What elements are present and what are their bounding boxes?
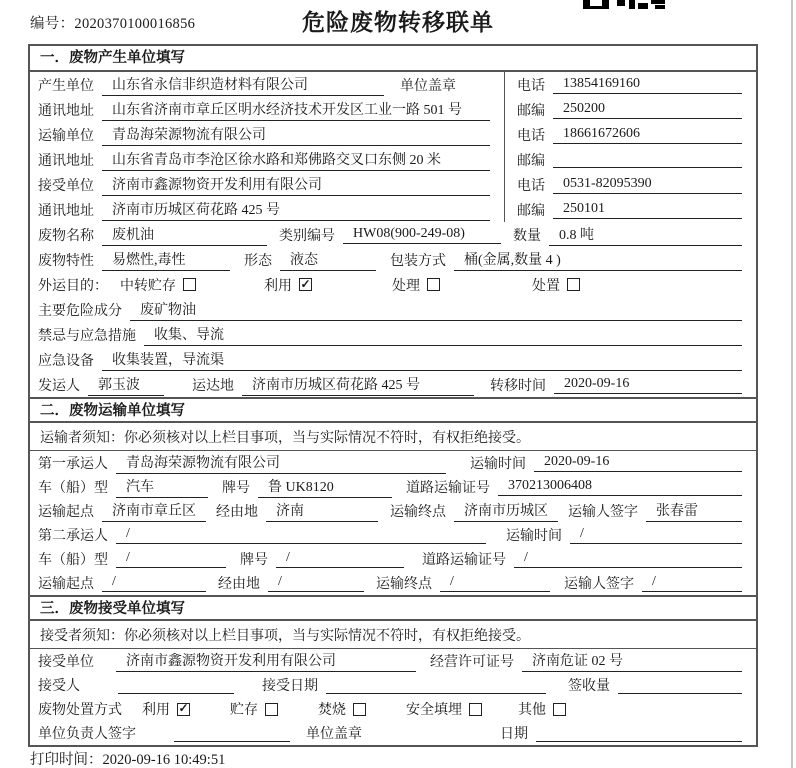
- form-value: 液态: [280, 249, 376, 271]
- route2-end-label: 运输终点: [376, 577, 432, 592]
- receiver-value: 济南市鑫源物资开发利用有限公司: [102, 174, 490, 196]
- disposal-label: 废物处置方式: [38, 703, 122, 718]
- producer-value: 山东省永信非织造材料有限公司: [102, 74, 384, 96]
- producer-label: 产生单位: [38, 78, 94, 94]
- route2-via-value: /: [268, 574, 364, 592]
- checkbox-label: 处理: [392, 278, 420, 294]
- carrier1-value: 青岛海荣源物流有限公司: [116, 452, 446, 474]
- row-equipment: [30, 347, 756, 372]
- receiver-label: 接受单位: [38, 178, 94, 194]
- checkbox[interactable]: [353, 703, 366, 716]
- waste-name-value: 废机油: [102, 224, 267, 246]
- plate1-value: 鲁 UK8120: [258, 476, 392, 498]
- row-carrier1: [30, 451, 756, 475]
- window-edge-line: [791, 0, 793, 768]
- route1-end-value: 济南市历城区: [454, 500, 558, 522]
- row-receiver-unit: [30, 172, 756, 197]
- waste-name-label: 废物名称: [38, 228, 94, 244]
- receiver-addr-value: 济南市历城区荷花路 425 号: [102, 199, 490, 221]
- transporter-notice: 运输者须知：你必须核对以上栏目事项，当与实际情况不符时，有权拒绝接受。: [30, 423, 756, 451]
- receiver-zip-label: 邮编: [517, 203, 545, 219]
- checkbox[interactable]: [427, 278, 440, 291]
- accept-date-value: [326, 677, 546, 694]
- row-transporter-address: [30, 147, 756, 172]
- accept-date-label: 接受日期: [262, 679, 318, 694]
- amount-value: [618, 677, 742, 694]
- hazard-label: 主要危险成分: [38, 303, 122, 319]
- plate1-label: 牌号: [222, 481, 250, 496]
- print-time-label: 打印时间：: [30, 752, 103, 768]
- checkbox-label: 处置: [532, 278, 560, 294]
- purpose-option-transfer: [120, 275, 196, 295]
- print-time-value: 2020-09-16 10:49:51: [102, 752, 226, 768]
- row-responsible-sign: [30, 721, 756, 745]
- row-waste-name: [30, 222, 756, 247]
- destination-label: 运达地: [192, 378, 234, 394]
- carrier2-label: 第二承运人: [38, 529, 108, 544]
- vehicle1-value: 汽车: [116, 476, 208, 498]
- carrier1-time-label: 运输时间: [470, 457, 526, 472]
- disposal-option-landfill: [406, 699, 482, 719]
- page-title: 危险废物转移联单: [302, 10, 494, 35]
- dispatcher-value: 郭玉波: [88, 374, 164, 396]
- route1-sign-label: 运输人签字: [568, 505, 638, 520]
- plate2-label: 牌号: [240, 553, 268, 568]
- receiver-addr-label: 通讯地址: [38, 203, 94, 219]
- receiver-phone-value: 0531-82095390: [553, 176, 742, 194]
- row-waste-traits: [30, 247, 756, 272]
- transfer-time-label: 转移时间: [490, 378, 546, 394]
- row-accept-unit: [30, 649, 756, 673]
- checkbox[interactable]: [183, 278, 196, 291]
- equipment-value: 收集装置，导流渠: [102, 349, 742, 371]
- emergency-label: 禁忌与应急措施: [38, 328, 136, 344]
- carrier2-time-label: 运输时间: [506, 529, 562, 544]
- producer-addr-value: 山东省济南市章丘区明水经济技术开发区工业一路 501 号: [102, 99, 490, 121]
- row-emergency: [30, 322, 756, 347]
- producer-seal-label: 单位盖章: [400, 78, 456, 94]
- acceptor-label: 接受人: [38, 679, 80, 694]
- row-dispatch: [30, 372, 756, 397]
- route2-end-value: /: [440, 574, 550, 592]
- purpose-option-dispose: [532, 275, 580, 295]
- serial-label: 编号：: [30, 16, 75, 32]
- checkbox-label: 其他: [518, 703, 546, 718]
- checkbox-label: 焚烧: [318, 703, 346, 718]
- plate2-value: /: [276, 550, 404, 568]
- transporter-zip-value: [553, 151, 742, 168]
- route1-via-value: 济南: [266, 500, 378, 522]
- checkbox-label: 中转贮存: [120, 278, 176, 294]
- checkbox[interactable]: [469, 703, 482, 716]
- receiver-zip-value: 250101: [553, 201, 742, 219]
- row-route2: [30, 571, 756, 595]
- row-transporter-unit: [30, 122, 756, 147]
- permit1-value: 370213006408: [498, 478, 742, 496]
- row-acceptor: [30, 673, 756, 697]
- traits-value: 易燃性,毒性: [102, 249, 230, 271]
- pack-label: 包装方式: [390, 253, 446, 269]
- route1-start-value: 济南市章丘区: [102, 500, 206, 522]
- checkbox-label: 安全填埋: [406, 703, 462, 718]
- route2-sign-value: /: [642, 574, 742, 592]
- disposal-option-incinerate: [318, 699, 366, 719]
- waste-code-value: HW08(900-249-08): [343, 226, 501, 244]
- responsible-sign-label: 单位负责人签字: [38, 727, 136, 742]
- row-vehicle2: [30, 547, 756, 571]
- producer-phone-label: 电话: [517, 78, 545, 94]
- purpose-option-treat: [392, 275, 440, 295]
- waste-code-label: 类别编号: [279, 228, 335, 244]
- checkbox[interactable]: [177, 703, 190, 716]
- transporter-addr-label: 通讯地址: [38, 153, 94, 169]
- carrier1-label: 第一承运人: [38, 457, 108, 472]
- route1-end-label: 运输终点: [390, 505, 446, 520]
- transporter-label: 运输单位: [38, 128, 94, 144]
- traits-label: 废物特性: [38, 253, 94, 269]
- accept-unit-value: 济南市鑫源物资开发利用有限公司: [116, 650, 416, 672]
- acceptor-value: [118, 677, 234, 694]
- disposal-option-use: [142, 699, 190, 719]
- row-vehicle1: [30, 475, 756, 499]
- transfer-form-table: [28, 44, 758, 747]
- disposal-option-other: [518, 699, 566, 719]
- receiver-phone-label: 电话: [517, 178, 545, 194]
- row-producer-unit: [30, 72, 756, 97]
- serial-value: 2020370100016856: [74, 16, 196, 32]
- checkbox[interactable]: [299, 278, 312, 291]
- checkbox-label: 利用: [142, 703, 170, 718]
- license-label: 经营许可证号: [430, 655, 514, 670]
- equipment-label: 应急设备: [38, 353, 94, 369]
- permit1-label: 道路运输证号: [406, 481, 490, 496]
- disposal-option-store: [230, 699, 278, 719]
- destination-value: 济南市历城区荷花路 425 号: [242, 374, 474, 396]
- route1-sign-value: 张春雷: [646, 500, 742, 522]
- row-hazard: [30, 297, 756, 322]
- sign-date-label: 日期: [500, 727, 528, 742]
- transporter-zip-label: 邮编: [517, 153, 545, 169]
- row-disposal: [30, 697, 756, 721]
- emergency-value: 收集、导流: [144, 324, 742, 346]
- transfer-time-value: 2020-09-16: [554, 376, 742, 394]
- dispatcher-label: 发运人: [38, 378, 80, 394]
- unit-seal-label: 单位盖章: [306, 727, 362, 742]
- section1-title: 一．废物产生单位填写: [30, 46, 756, 72]
- transporter-addr-value: 山东省青岛市李沧区徐水路和郑佛路交叉口东侧 20 米: [102, 149, 490, 171]
- pack-value: 桶(金属,数量 4 ): [454, 249, 742, 271]
- vehicle2-value: /: [116, 550, 226, 568]
- producer-phone-value: 13854169160: [553, 76, 742, 94]
- checkbox[interactable]: [553, 703, 566, 716]
- responsible-sign-value: [174, 725, 290, 742]
- purpose-option-use: [264, 275, 312, 295]
- form-label: 形态: [244, 253, 272, 269]
- transporter-phone-value: 18661672606: [553, 126, 742, 144]
- route2-start-label: 运输起点: [38, 577, 94, 592]
- receiver-notice: 接受者须知：你必须核对以上栏目事项，当与实际情况不符时，有权拒绝接受。: [30, 621, 756, 649]
- checkbox[interactable]: [265, 703, 278, 716]
- vehicle2-label: 车（船）型: [38, 553, 108, 568]
- route1-start-label: 运输起点: [38, 505, 94, 520]
- checkbox-label: 贮存: [230, 703, 258, 718]
- row-purpose: [30, 272, 756, 297]
- waste-qty-label: 数量: [513, 228, 541, 244]
- permit2-label: 道路运输证号: [422, 553, 506, 568]
- row-route1: [30, 499, 756, 523]
- route2-via-label: 经由地: [218, 577, 260, 592]
- print-time: [30, 748, 225, 768]
- row-receiver-address: [30, 197, 756, 222]
- section2-title: 二．废物运输单位填写: [30, 397, 756, 423]
- route2-start-value: /: [102, 574, 206, 592]
- section-producer: [30, 46, 756, 397]
- permit2-value: /: [514, 550, 742, 568]
- transporter-phone-label: 电话: [517, 128, 545, 144]
- producer-addr-label: 通讯地址: [38, 103, 94, 119]
- checkbox-label: 利用: [264, 278, 292, 294]
- purpose-label: 外运目的：: [38, 278, 108, 294]
- section-transporter: [30, 397, 756, 595]
- route1-via-label: 经由地: [216, 505, 258, 520]
- section3-title: 三．废物接受单位填写: [30, 595, 756, 621]
- section-receiver: [30, 595, 756, 745]
- hazard-value: 废矿物油: [130, 299, 742, 321]
- row-carrier2: [30, 523, 756, 547]
- producer-zip-label: 邮编: [517, 103, 545, 119]
- carrier1-time-value: 2020-09-16: [534, 454, 742, 472]
- license-value: 济南危证 02 号: [522, 650, 742, 672]
- producer-zip-value: 250200: [553, 101, 742, 119]
- amount-label: 签收量: [568, 679, 610, 694]
- vehicle1-label: 车（船）型: [38, 481, 108, 496]
- transporter-value: 青岛海荣源物流有限公司: [102, 124, 490, 146]
- waste-qty-value: 0.8 吨: [549, 224, 742, 246]
- sign-date-value: [536, 725, 742, 742]
- route2-sign-label: 运输人签字: [564, 577, 634, 592]
- checkbox[interactable]: [567, 278, 580, 291]
- carrier2-time-value: /: [570, 526, 742, 544]
- carrier2-value: /: [116, 526, 486, 544]
- accept-unit-label: 接受单位: [38, 655, 94, 670]
- row-producer-address: [30, 97, 756, 122]
